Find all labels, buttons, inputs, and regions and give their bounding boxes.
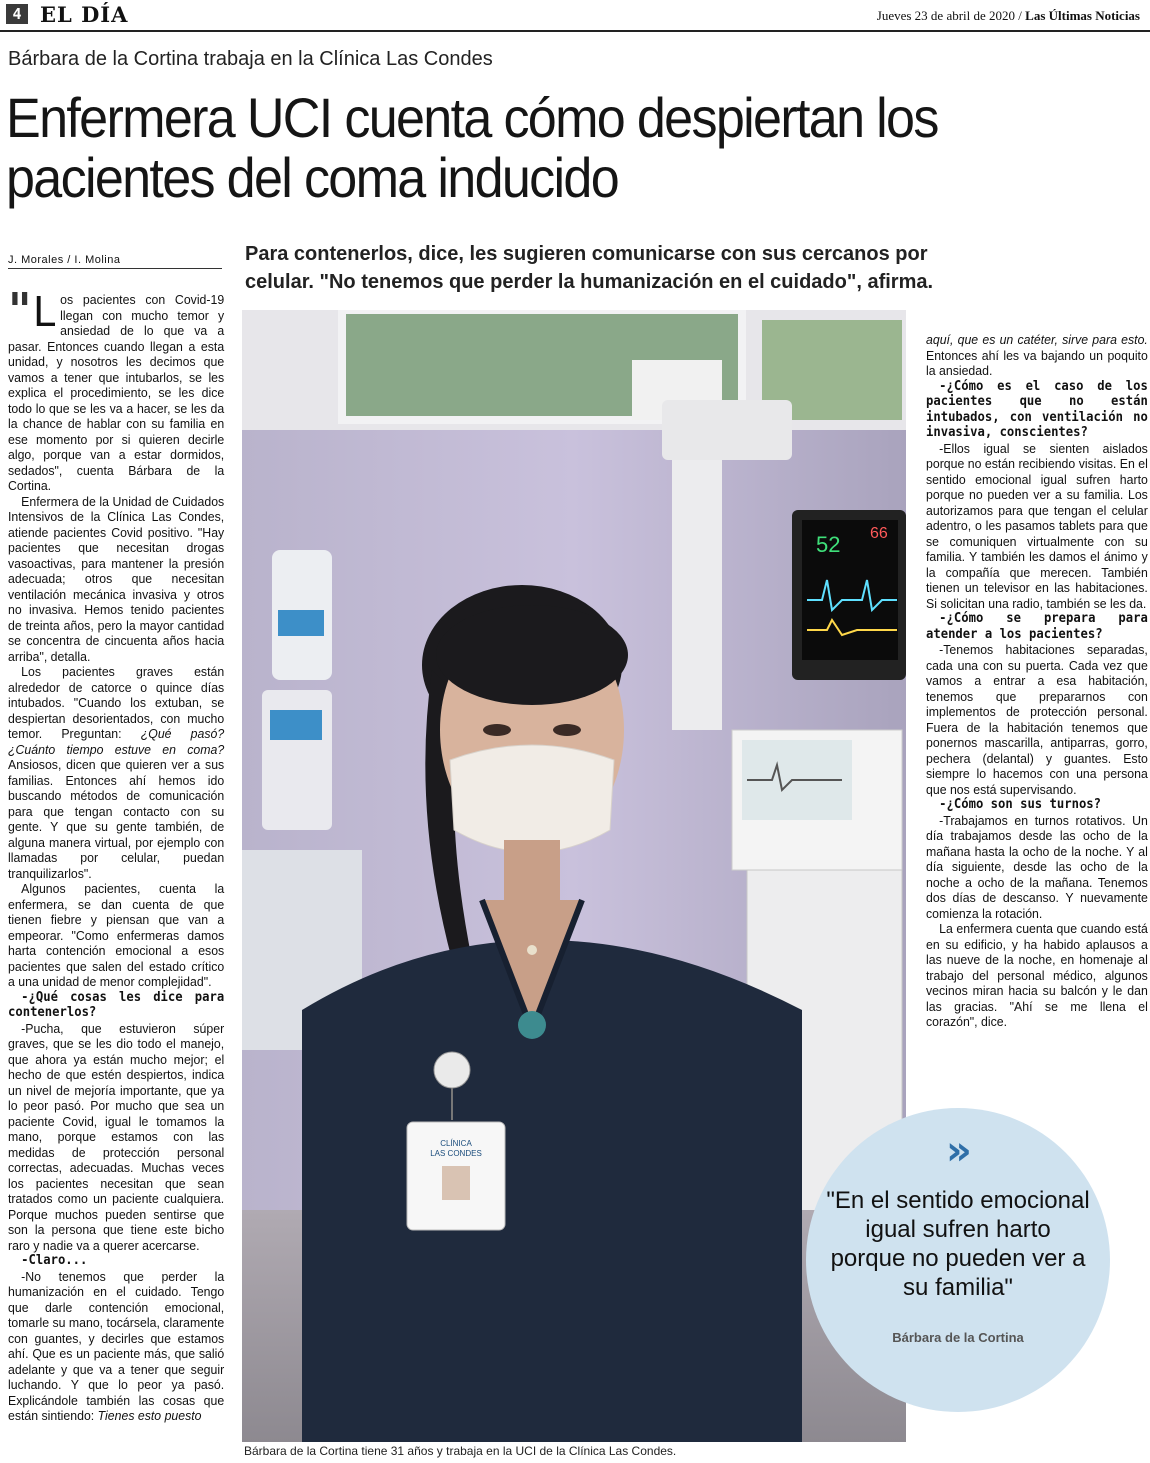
paragraph: aquí, que es un catéter, sirve para esto. Entonces ahí les va bajando un poquito la ansiedad.: [926, 332, 1148, 378]
publication-name: Las Últimas Noticias: [1025, 8, 1140, 23]
paragraph: -No tenemos que perder la humanización en el cuidado. Tengo que darle contención emocional, tomarle su mano, tocársela, claramente con guantes, y decirles que estamos ahí. Que es un paciente más, que salió adelante y que va a tener que seguir luchando. Y que lo peor ya pasó. Explicándole también las cosas que están sintiendo: Tienes esto puesto: [8, 1268, 225, 1423]
paragraph: -Trabajamos en turnos rotativos. Un día trabajamos desde las ocho de la mañana hasta la ocho de la noche. Y al día siguiente, desde las ocho de la noche a ocho de la mañana. Tenemos dos días de descanso. Y nuevamente comienza la rotación.: [926, 812, 1148, 921]
interview-question: -Claro...: [21, 1253, 88, 1268]
pull-quote-attribution: Bárbara de la Cortina: [892, 1330, 1024, 1345]
interview-question: -¿Qué cosas les dice para contenerlos?: [8, 989, 225, 1020]
byline: J. Morales / I. Molina: [8, 254, 222, 269]
page-header: [0, 0, 1150, 30]
badge-text: LAS CONDES: [430, 1149, 482, 1158]
photo-caption: Bárbara de la Cortina tiene 31 años y trabaja en la UCI de la Clínica Las Condes.: [244, 1444, 677, 1458]
paragraph: -Ellos igual se sienten aislados porque no están recibiendo visitas. En el sentido emocional igual sufren harto porque no pueden ver a su familia. Los autorizamos para que tengan el celular adentro, o les pasamos tablets para que se comuniquen virtualmente con su familia. Y también les damos el ánimo y la compañía que merecen. También tienen un televisor en las habitaciones. Si solicitan una radio, también se les da.: [926, 440, 1148, 611]
column-left: [8, 283, 225, 1424]
section-name: EL DÍA: [40, 2, 129, 27]
monitor-reading: 66: [870, 525, 888, 542]
drop-cap: L: [33, 287, 57, 336]
paragraph: Los pacientes graves están alrededor de catorce o quince días intubados. "Cuando los extuban, se despiertan desorientados, con mucho temor. Preguntan: ¿Qué pasó? ¿Cuánto tiempo estuve en coma? Ansiosos, dicen que quieren ver a sus familias. Entonces ahí hemos ido buscando métodos de comunicación para que tengan contacto con su gente. Y que su gente también, de alguna manera virtual, por ejemplo con llamadas por celular, puedan tranquilizarlos".: [8, 664, 225, 881]
paragraph: -Pucha, que estuvieron súper graves, que se les dio todo el manejo, que ahora ya están mucho mejor; el hecho de que estén despiertos, indica un nivel de mejoría importante, que ya lo peor pasó. Por mucho que sea un paciente Covid, igual le tomamos la mano, porque estamos con las medidas de protección personal correctas, adecuadas. Muchas veces los pacientes necesitan que sean tratados como un paciente cualquiera. Porque muchos pueden sentirse que son la persona que tiene este bicho raro y nadie va a querer acercarse.: [8, 1020, 225, 1253]
drop-quote: ": [8, 283, 32, 339]
column-right: [926, 332, 1148, 1030]
badge-text: CLÍNICA: [440, 1139, 472, 1148]
paragraph: Enfermera de la Unidad de Cuidados Intensivos de la Clínica Las Condes, atiende pacientes Covid positivo. "Hay pacientes que necesitan drogas vasoactivas, para mantener la presión adecuada; otros que necesitan ventilación mecánica invasiva y otros no invasiva. Hemos tenido pacientes de treinta años, pero la mayor cantidad se concentra de cincuenta años hacia arriba", detalla.: [8, 493, 225, 664]
double-chevron-icon: »: [946, 1128, 972, 1174]
interview-question: -¿Cómo se prepara para atender a los pacientes?: [926, 611, 1148, 642]
paragraph: -Tenemos habitaciones separadas, cada una con su puerta. Cada vez que vamos a entrar a esa habitación, tenemos que prepararnos con implementos de protección personal. Fuera de la habitación tenemos que ponernos mascarilla, antiparras, gorro, pechera (delantal) y guantes. Esto siempre lo hacemos con una persona que nos está supervisando.: [926, 642, 1148, 797]
lead-paragraph: Para contenerlos, dice, les sugieren comunicarse con sus cercanos por celular. "No tenemos que perder la humanización en el cuidado", afirma.: [245, 243, 934, 293]
kicker: Bárbara de la Cortina trabaja en la Clínica Las Condes: [8, 48, 493, 70]
dateline: [877, 8, 1140, 24]
paragraph: La enfermera cuenta que cuando está en su edificio, y ha habido aplausos a las nueve de la noche, en homenaje al trabajo del personal médico, algunos vecinos miran hacia su balcón y le dan las gracias. "Ahí se me llena el corazón", dice.: [926, 921, 1148, 1029]
pull-quote-text: "En el sentido emocional igual sufren harto porque no pueden ver a su familia": [826, 1187, 1090, 1301]
page-number: 4: [6, 4, 28, 24]
paragraph: " L os pacientes con Covid-19 llegan con mucho temor y ansiedad de lo que va a pasar. Entonces cuando llegan a esta unidad, y nosotros les decimos que vamos a tener que intubarlos, se les explica el procedimiento, se les dice todo lo que se les va a hacer, se les da la chance de hablar con su familia en ese momento por si quieren decirle algo, porque van a estar dormidos, sedados", cuenta Bárbara de la Cortina.: [8, 283, 225, 493]
interview-question: -¿Cómo son sus turnos?: [939, 797, 1102, 812]
paragraph: Algunos pacientes, cuenta la enfermera, se dan cuenta de que tienen fiebre y piensan que van a empeorar. "Como enfermeras damos harta contención emocional a esos pacientes que salen del estado crítico a una unidad de menor complejidad".: [8, 881, 225, 989]
headline: Enfermera UCI cuenta cómo despiertan los pacientes del coma inducido: [6, 86, 938, 209]
interview-question: -¿Cómo es el caso de los pacientes que no están intubados, con ventilación no invasiva, conscientes?: [926, 378, 1148, 440]
monitor-reading: 52: [816, 532, 841, 557]
issue-date: Jueves 23 de abril de 2020 /: [876, 8, 1022, 23]
header-rule: [0, 30, 1150, 32]
